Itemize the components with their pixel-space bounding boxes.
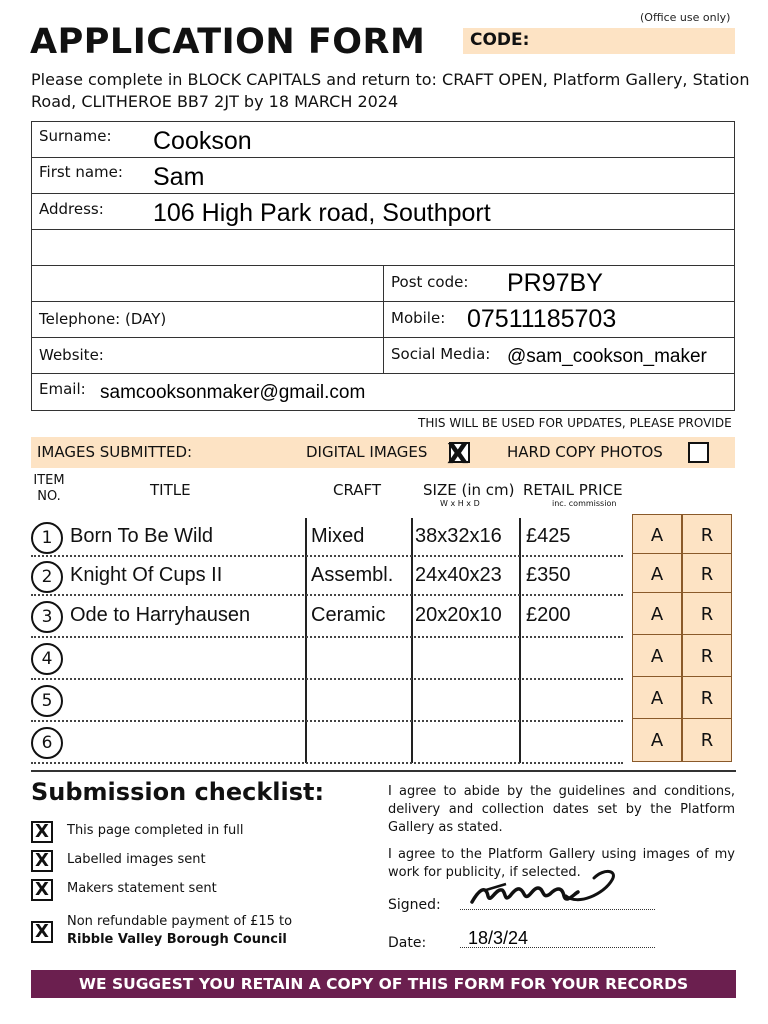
social-field[interactable]: @sam_cookson_maker bbox=[507, 346, 707, 367]
checklist-box-labelled-images[interactable]: X bbox=[31, 850, 53, 872]
checklist-title: Submission checklist: bbox=[31, 778, 325, 806]
row-divider bbox=[31, 636, 623, 638]
item-title-field[interactable]: Knight Of Cups II bbox=[70, 563, 223, 586]
date-label: Date: bbox=[388, 935, 427, 951]
item-price-field[interactable]: £200 bbox=[526, 604, 571, 626]
accept-cell: A bbox=[632, 718, 682, 762]
email-field[interactable]: samcooksonmaker@gmail.com bbox=[100, 382, 366, 403]
checklist-box-payment[interactable]: X bbox=[31, 921, 53, 943]
surname-label: Surname: bbox=[39, 127, 112, 145]
reject-cell: R bbox=[682, 553, 732, 594]
address-field[interactable]: 106 High Park road, Southport bbox=[153, 199, 491, 227]
item-price-field[interactable]: £350 bbox=[526, 563, 571, 586]
row-divider bbox=[31, 720, 623, 722]
agreement-publicity: I agree to the Platform Gallery using images of my work for publicity, if selected. bbox=[388, 847, 735, 880]
item-size-field[interactable]: 38x32x16 bbox=[415, 524, 502, 547]
item-no-header: ITEM NO. bbox=[33, 473, 65, 504]
item-craft-field[interactable]: Ceramic bbox=[311, 604, 386, 626]
form-title: APPLICATION FORM bbox=[30, 22, 426, 62]
hardcopy-photos-checkbox[interactable] bbox=[688, 442, 709, 463]
images-submitted-label: IMAGES SUBMITTED: bbox=[37, 443, 193, 461]
item-title-field[interactable]: Born To Be Wild bbox=[70, 524, 214, 547]
item-size-field[interactable]: 20x20x10 bbox=[415, 604, 502, 626]
item-craft-field[interactable]: Mixed bbox=[311, 524, 365, 547]
social-label: Social Media: bbox=[391, 345, 491, 363]
accept-cell: A bbox=[632, 634, 682, 678]
signed-label: Signed: bbox=[388, 897, 441, 913]
item-number-circle: 1 bbox=[31, 522, 63, 554]
reject-cell: R bbox=[682, 634, 732, 678]
mobile-field[interactable]: 07511185703 bbox=[467, 305, 617, 333]
checklist-text-labelled-images: Labelled images sent bbox=[67, 852, 206, 867]
postcode-label: Post code: bbox=[391, 273, 469, 291]
reject-cell: R bbox=[682, 514, 732, 555]
checklist-text-payment-line1: Non refundable payment of £15 to bbox=[67, 914, 293, 929]
reject-cell: R bbox=[682, 718, 732, 762]
size-subheader: W x H x D bbox=[440, 499, 480, 508]
checklist-box-makers-statement[interactable]: X bbox=[31, 879, 53, 901]
telephone-label: Telephone: (DAY) bbox=[39, 310, 167, 328]
agreement-guidelines: I agree to abide by the guidelines and conditions, delivery and collection dates set by the Platform Gallery as stated. bbox=[388, 784, 735, 835]
firstname-field[interactable]: Sam bbox=[153, 163, 205, 191]
item-size-field[interactable]: 24x40x23 bbox=[415, 563, 502, 586]
accept-cell: A bbox=[632, 553, 682, 594]
accept-cell: A bbox=[632, 592, 682, 636]
item-number-circle: 4 bbox=[31, 643, 63, 675]
price-header: RETAIL PRICE bbox=[523, 481, 623, 499]
item-title-field[interactable]: Ode to Harryhausen bbox=[70, 604, 251, 626]
accept-cell: A bbox=[632, 514, 682, 555]
checklist-text-makers-statement: Makers statement sent bbox=[67, 881, 217, 896]
surname-field[interactable]: Cookson bbox=[153, 127, 252, 155]
update-notice: THIS WILL BE USED FOR UPDATES, PLEASE PROVIDE bbox=[418, 416, 732, 430]
email-label: Email: bbox=[39, 380, 86, 398]
size-header: SIZE (in cm) bbox=[423, 481, 515, 499]
item-number-circle: 5 bbox=[31, 685, 63, 717]
row-divider bbox=[31, 594, 623, 596]
checklist-text-page-complete: This page completed in full bbox=[67, 823, 244, 838]
footer-banner: WE SUGGEST YOU RETAIN A COPY OF THIS FORM FOR YOUR RECORDS bbox=[31, 970, 736, 998]
checklist-box-page-complete[interactable]: X bbox=[31, 821, 53, 843]
date-field[interactable]: 18/3/24 bbox=[468, 928, 529, 948]
item-craft-field[interactable]: Assembl. bbox=[311, 563, 394, 586]
item-number-circle: 2 bbox=[31, 561, 63, 593]
firstname-label: First name: bbox=[39, 163, 123, 181]
row-divider bbox=[31, 762, 623, 764]
row-divider bbox=[31, 678, 623, 680]
hardcopy-photos-label: HARD COPY PHOTOS bbox=[507, 443, 663, 461]
website-label: Website: bbox=[39, 346, 104, 364]
title-header: TITLE bbox=[150, 481, 191, 499]
digital-images-label: DIGITAL IMAGES bbox=[306, 443, 428, 461]
item-price-field[interactable]: £425 bbox=[526, 524, 571, 547]
mobile-label: Mobile: bbox=[391, 309, 446, 327]
reject-cell: R bbox=[682, 592, 732, 636]
item-number-circle: 3 bbox=[31, 601, 63, 633]
item-number-circle: 6 bbox=[31, 727, 63, 759]
checklist-text-payment-line2: Ribble Valley Borough Council bbox=[67, 932, 287, 947]
accept-cell: A bbox=[632, 676, 682, 720]
row-divider bbox=[31, 555, 623, 557]
code-label: CODE: bbox=[470, 30, 530, 50]
office-use-note: (Office use only) bbox=[640, 11, 731, 24]
postcode-field[interactable]: PR97BY bbox=[507, 269, 603, 297]
price-subheader: inc. commission bbox=[552, 499, 617, 508]
signature-image bbox=[466, 866, 626, 914]
digital-images-x-mark: X bbox=[447, 437, 469, 470]
craft-header: CRAFT bbox=[333, 481, 382, 499]
reject-cell: R bbox=[682, 676, 732, 720]
address-label: Address: bbox=[39, 200, 104, 218]
instructions: Please complete in BLOCK CAPITALS and return to: CRAFT OPEN, Platform Gallery, Station Road, CLITHEROE BB7 2JT by 18 MARCH 2024 bbox=[31, 70, 750, 111]
